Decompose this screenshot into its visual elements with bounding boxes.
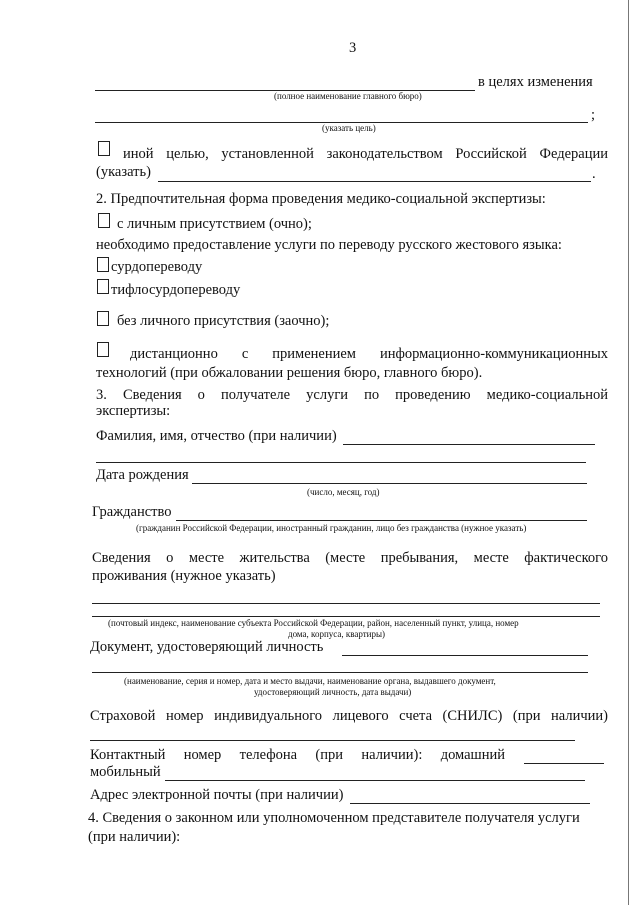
remote-label-line2: технологий (при обжаловании решения бюро, главного бюро).: [96, 365, 483, 381]
address-field-1[interactable]: [92, 603, 600, 604]
birth-date-label: Дата рождения: [96, 467, 189, 483]
address-caption-line2: дома, корпуса, квартиры): [288, 629, 386, 639]
tiflosurdo-checkbox[interactable]: [97, 279, 109, 294]
id-doc-field[interactable]: [342, 655, 588, 656]
id-doc-label: Документ, удостоверяющий личность: [90, 639, 324, 655]
residence-label-line2: проживания (нужное указать): [92, 568, 276, 584]
snils-field[interactable]: [90, 740, 575, 741]
period: .: [592, 166, 596, 182]
citizenship-caption: (гражданин Российской Федерации, иностранный гражданин, лицо без гражданства (нужное указать): [136, 523, 527, 533]
fio-field[interactable]: [343, 444, 595, 445]
id-doc-caption-line1: (наименование, серия и номер, дата и место выдачи, наименование органа, выдавшего документ,: [124, 676, 496, 686]
address-caption-line1: (почтовый индекс, наименование субъекта Российской Федерации, район, населенный пункт, улица, номер: [108, 618, 519, 628]
in-person-checkbox[interactable]: [98, 213, 110, 228]
section2-title: 2. Предпочтительная форма проведения медико-социальной экспертизы:: [96, 191, 546, 207]
remote-label-line1: дистанционно с применением информационно-коммуникационных: [130, 346, 608, 362]
residence-label-line1: Сведения о месте жительства (месте пребывания, месте фактического: [92, 550, 608, 566]
email-field[interactable]: [350, 803, 590, 804]
section4-title-line2: (при наличии):: [88, 829, 181, 845]
id-doc-field-2[interactable]: [92, 672, 588, 673]
absentee-checkbox[interactable]: [97, 311, 109, 326]
surdo-label: сурдопереводу: [111, 259, 203, 275]
home-phone-field[interactable]: [524, 763, 604, 764]
specify-label: (указать): [96, 164, 151, 180]
goal-text: в целях изменения: [478, 74, 593, 90]
semicolon: ;: [591, 107, 596, 123]
birth-date-caption: (число, месяц, год): [307, 487, 380, 497]
snils-label: Страховой номер индивидуального лицевого счета (СНИЛС) (при наличии): [90, 708, 608, 724]
other-goal-checkbox[interactable]: [98, 141, 110, 156]
surdo-checkbox[interactable]: [97, 257, 109, 272]
fio-field-2[interactable]: [96, 462, 586, 463]
mobile-label: мобильный: [90, 764, 161, 780]
email-label: Адрес электронной почты (при наличии): [90, 787, 344, 803]
absentee-label: без личного присутствия (заочно);: [117, 313, 330, 329]
section3-title-line1: 3. Сведения о получателе услуги по проведению медико-социальной: [96, 387, 608, 403]
section3-title-line2: экспертизы:: [96, 403, 171, 419]
bureau-caption: (полное наименование главного бюро): [274, 91, 422, 101]
sign-language-note: необходимо предоставление услуги по переводу русского жестового языка:: [96, 237, 562, 253]
other-goal-field[interactable]: [158, 181, 591, 182]
address-field-2[interactable]: [92, 616, 600, 617]
fio-label: Фамилия, имя, отчество (при наличии): [96, 428, 337, 444]
scan-edge: [628, 0, 629, 905]
id-doc-caption-line2: удостоверяющий личность, дата выдачи): [254, 687, 412, 697]
phone-label: Контактный номер телефона (при наличии): домашний: [90, 747, 505, 763]
in-person-label: с личным присутствием (очно);: [117, 216, 312, 232]
tiflosurdo-label: тифлосурдопереводу: [111, 282, 241, 298]
page-number: 3: [349, 40, 357, 56]
goal-caption: (указать цель): [322, 123, 376, 133]
birth-date-field[interactable]: [192, 483, 587, 484]
remote-checkbox[interactable]: [97, 342, 109, 357]
mobile-phone-field[interactable]: [165, 780, 585, 781]
other-goal-text: иной целью, установленной законодательством Российской Федерации: [123, 146, 608, 162]
citizenship-field[interactable]: [176, 520, 587, 521]
section4-title-line1: 4. Сведения о законном или уполномоченном представителе получателя услуги: [88, 810, 580, 826]
citizenship-label: Гражданство: [92, 504, 172, 520]
